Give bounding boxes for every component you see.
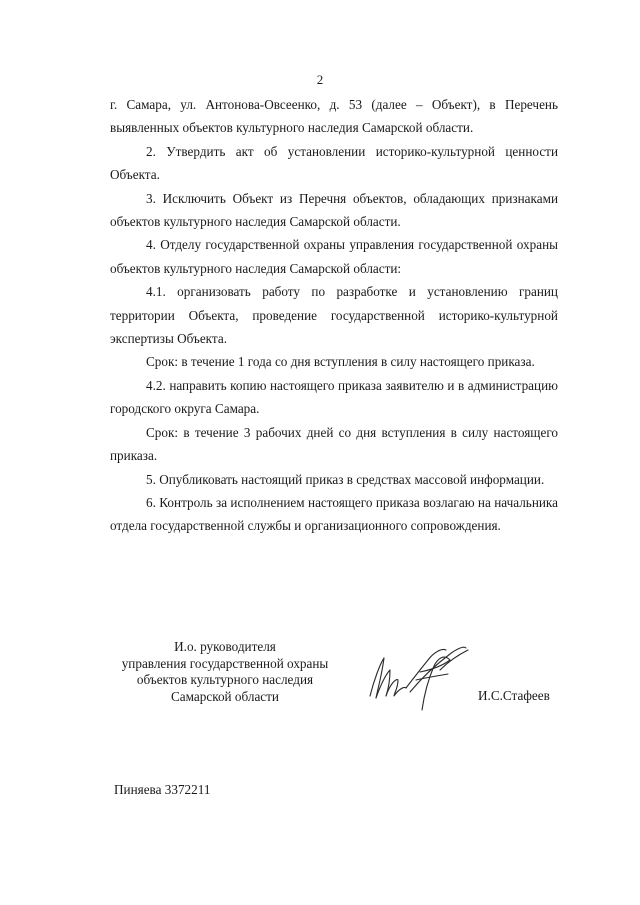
signer-title-line: И.о. руководителя	[174, 639, 276, 654]
paragraph-deadline-1: Срок: в течение 1 года со дня вступления в силу настоящего приказа.	[146, 354, 535, 370]
signature-icon	[350, 640, 480, 720]
paragraph-item-6: 6. Контроль за исполнением настоящего приказа возлагаю на начальника отдела государственной службы и организационного сопровождения.	[110, 494, 558, 534]
signer-title-line: Самарской области	[171, 688, 279, 704]
signer-title	[110, 639, 340, 705]
paragraph-item-4-1: 4.1. организовать работу по разработке и установлению границ территории Объекта, проведение государственной историко-культурной экспертизы Объекта.	[110, 284, 558, 347]
page-number: 2	[316, 72, 324, 87]
document-body	[110, 93, 558, 538]
executor-info: Пиняева 3372211	[114, 782, 211, 797]
paragraph-item-5: 5. Опубликовать настоящий приказ в средствах массовой информации.	[146, 471, 545, 487]
signer-title-line: управления государственной охраны	[121, 655, 329, 671]
paragraph-item-2: 2. Утвердить акт об установлении историко-культурной ценности Объекта.	[110, 143, 558, 183]
signer-name: И.С.Стафеев	[478, 688, 550, 703]
paragraph-item-4: 4. Отделу государственной охраны управления государственной охраны объектов культурного наследия Самарской области:	[110, 237, 558, 276]
paragraph-continuation: г. Самара, ул. Антонова-Овсеенко, д. 53 (далее – Объект), в Перечень выявленных объектов культурного наследия Самарской области.	[110, 97, 558, 136]
paragraph-item-4-2: 4.2. направить копию настоящего приказа заявителю и в администрацию городского округа Самара.	[110, 377, 558, 417]
paragraph-deadline-2: Срок: в течение 3 рабочих дней со дня вступления в силу настоящего приказа.	[110, 424, 558, 464]
paragraph-item-3: 3. Исключить Объект из Перечня объектов, обладающих признаками объектов культурного наследия Самарской области.	[110, 190, 558, 230]
signer-title-line: объектов культурного наследия	[136, 672, 314, 687]
